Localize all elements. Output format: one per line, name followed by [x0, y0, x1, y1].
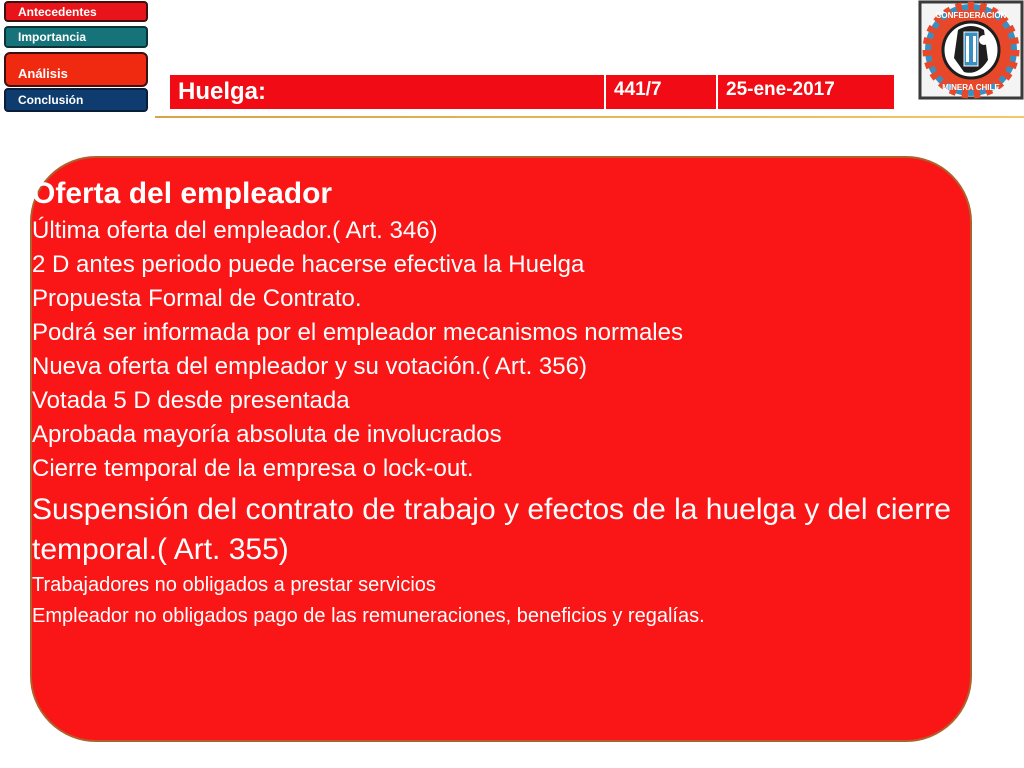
nav-importancia-button[interactable]: Importancia: [4, 26, 148, 48]
header-number: 441/7: [604, 75, 716, 109]
list-item: • Votada 5 D desde presentada: [32, 384, 970, 418]
list-item: • Propuesta Formal de Contrato.: [32, 282, 970, 316]
list-item: [32, 214, 970, 350]
list-item: [32, 486, 970, 632]
header-bar: [170, 75, 894, 109]
confederacion-logo: [918, 0, 1024, 100]
nav-conclusion-button[interactable]: Conclusión: [4, 88, 148, 112]
list-item: [32, 174, 970, 452]
list-item: • Aprobada mayoría absoluta de involucrados: [32, 418, 970, 452]
ultima-oferta-text: Última oferta del empleador.( Art. 346): [32, 217, 438, 244]
content-card: [30, 156, 972, 742]
nueva-oferta-text: Nueva oferta del empleador y su votación.( Art. 356): [32, 353, 587, 380]
logo-text-bottom: MINERA CHILE: [942, 83, 1000, 92]
header-divider: [155, 116, 1024, 118]
list-item: • Cierre temporal de la empresa o lock-out.: [32, 452, 970, 486]
list-item: • 2 D antes periodo puede hacerse efectiva la Huelga: [32, 248, 970, 282]
list-item: [32, 350, 970, 452]
nav-antecedentes-button[interactable]: Antecedentes: [4, 1, 148, 22]
nav-analisis-button[interactable]: Análisis: [4, 52, 148, 87]
list-item: • Empleador no obligados pago de las remuneraciones, beneficios y regalías.: [32, 601, 970, 632]
suspension-heading: Suspensión del contrato de trabajo y efectos de la huelga y del cierre temporal.( Art. 355): [32, 493, 951, 566]
logo-text-top: CONFEDERACIÓN: [935, 11, 1007, 20]
list-item: • Podrá ser informada por el empleador mecanismos normales: [32, 316, 970, 350]
header-date: 25-ene-2017: [716, 75, 894, 109]
list-item: • Trabajadores no obligados a prestar servicios: [32, 570, 970, 601]
header-title: Huelga:: [178, 78, 267, 105]
oferta-heading: Oferta del empleador: [32, 177, 333, 210]
